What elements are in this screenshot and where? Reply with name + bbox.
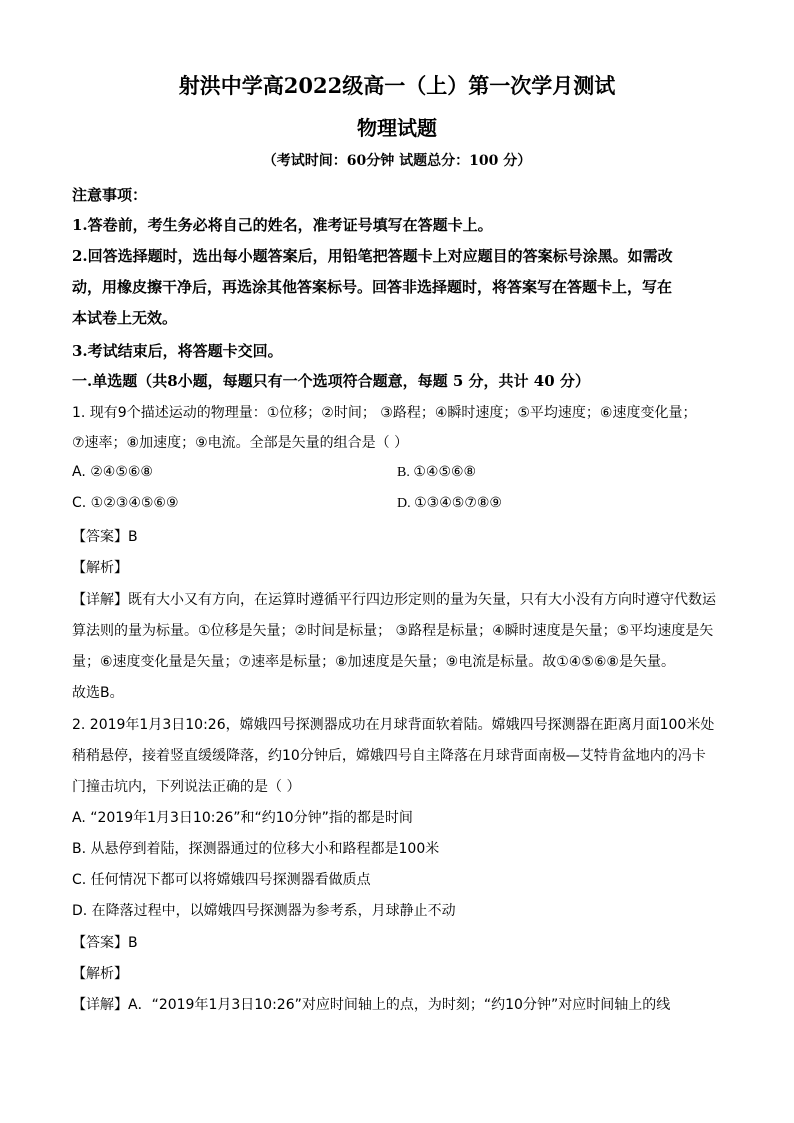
detail-line: 算法则的量为标量。①位移是矢量；②时间是标量； ③路程是标量；④瞬时速度是矢量；⑤平均速度是矢 [72, 623, 714, 639]
detail-line: 【详解】A．“2019年1月3日10:26”对应时间轴上的点，为时刻；“约10分钟”对应时间轴上的线 [72, 997, 671, 1013]
section-heading: 一.单选题（共8小题，每题只有一个选项符合题意，每题 5 分，共计 40 分） [72, 372, 590, 390]
exam-info: （考试时间：60分钟 试题总分：100 分） [262, 153, 532, 169]
question-stem: 1. 现有9个描述运动的物理量：①位移；②时间； ③路程；④瞬时速度；⑤平均速度；⑥速度变化量； [72, 405, 697, 421]
exam-title: 射洪中学高2022级高一（上）第一次学月测试 [178, 73, 616, 98]
subject-title: 物理试题 [357, 116, 437, 140]
q1-option-c: C. ①②③④⑤⑥⑨ [72, 495, 179, 511]
detail-line: 量；⑥速度变化量是矢量；⑦速率是标量；⑧加速度是矢量；⑨电流是标量。故①④⑤⑥⑧是矢量。 [72, 654, 675, 670]
detail-line: 【详解】既有大小又有方向，在运算时遵循平行四边形定则的量为矢量，只有大小没有方向时遵守代数运 [72, 592, 716, 608]
question-stem: 2. 2019年1月3日10:26，嫦娥四号探测器成功在月球背面软着陆。嫦娥四号探测器在距离月面100米处 [72, 717, 715, 733]
note-line: 1.答卷前，考生务必将自己的姓名，准考证号填写在答题卡上。 [72, 216, 493, 234]
detail-line: 故选B。 [72, 685, 124, 701]
answer-label: 【答案】B [72, 529, 138, 545]
q2-option-c: C. 任何情况下都可以将嫦娥四号探测器看做质点 [72, 872, 371, 888]
answer-label: 【答案】B [72, 935, 138, 951]
q1-option-d: D. ①③④⑤⑦⑧⑨ [397, 496, 502, 511]
notes-heading: 注意事项： [72, 186, 148, 204]
q1-option-a: A. ②④⑤⑥⑧ [72, 464, 153, 480]
q2-option-a: A. “2019年1月3日10:26”和“约10分钟”指的都是时间 [72, 810, 413, 826]
question-stem: 稍稍悬停，接着竖直缓缓降落，约10分钟后，嫦娥四号自主降落在月球背面南极—艾特肯盆地内的冯卡 [72, 748, 706, 764]
question-stem: ⑦速率；⑧加速度；⑨电流。全部是矢量的组合是（ ） [72, 435, 409, 451]
note-line: 3.考试结束后，将答题卡交回。 [72, 342, 283, 360]
q2-option-d: D. 在降落过程中，以嫦娥四号探测器为参考系，月球静止不动 [72, 903, 456, 919]
note-line: 动，用橡皮擦干净后，再选涂其他答案标号。回答非选择题时，将答案写在答题卡上，写在 [72, 278, 673, 296]
q1-option-b: B. ①④⑤⑥⑧ [397, 465, 477, 480]
note-line: 2.回答选择题时，选出每小题答案后，用铅笔把答题卡上对应题目的答案标号涂黑。如需改 [72, 247, 673, 265]
analysis-label: 【解析】 [72, 560, 128, 576]
q2-option-b: B. 从悬停到着陆，探测器通过的位移大小和路程都是100米 [72, 841, 440, 857]
question-stem: 门撞击坑内，下列说法正确的是（ ） [72, 779, 301, 795]
analysis-label: 【解析】 [72, 966, 128, 982]
note-line: 本试卷上无效。 [72, 309, 178, 327]
